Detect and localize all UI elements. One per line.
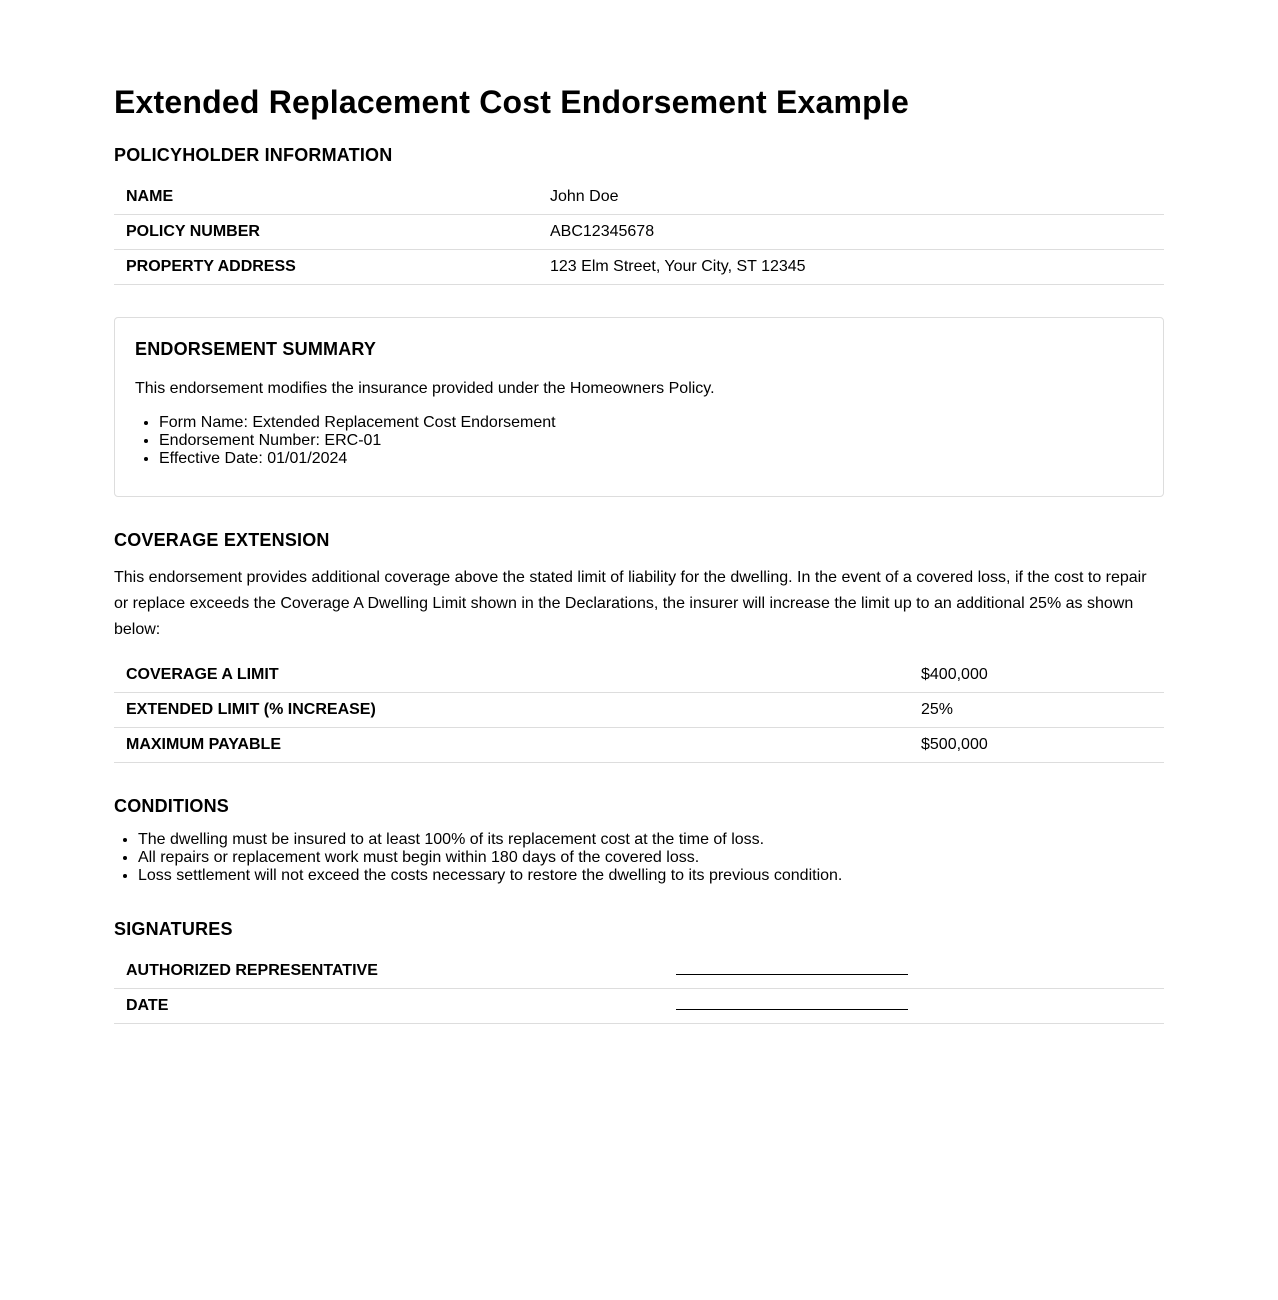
table-row	[114, 250, 1164, 285]
row-value: John Doe	[538, 180, 1164, 215]
row-label: AUTHORIZED REPRESENTATIVE	[114, 954, 664, 989]
document	[114, 0, 1164, 1024]
row-label: COVERAGE A LIMIT	[114, 658, 909, 693]
conditions-list	[114, 831, 1164, 885]
row-label: MAXIMUM PAYABLE	[114, 728, 909, 763]
coverage-table	[114, 658, 1164, 763]
row-label: PROPERTY ADDRESS	[114, 250, 538, 285]
endorsement-summary-box	[114, 317, 1164, 497]
table-row	[114, 658, 1164, 693]
list-item: • The dwelling must be insured to at least 100% of its replacement cost at the time of loss.	[138, 831, 1164, 849]
coverage-text: This endorsement provides additional coverage above the stated limit of liability for the dwelling. In the event of a covered loss, if the cost to repair or replace exceeds the Coverage A Dwelling Limit shown in the Declarations, the insurer will increase the limit up to an additional 25% as shown below:	[114, 569, 1147, 638]
row-label: POLICY NUMBER	[114, 215, 538, 250]
signatures-heading: SIGNATURES	[114, 919, 233, 939]
policyholder-heading: POLICYHOLDER INFORMATION	[114, 145, 393, 165]
signature-line	[676, 964, 908, 975]
signature-field[interactable]	[664, 954, 1164, 989]
signature-line	[676, 999, 908, 1010]
table-row	[114, 215, 1164, 250]
conditions-heading: CONDITIONS	[114, 796, 230, 816]
summary-list	[135, 414, 1143, 468]
row-value: 123 Elm Street, Your City, ST 12345	[538, 250, 1164, 285]
row-value: 25%	[909, 693, 1164, 728]
summary-heading: ENDORSEMENT SUMMARY	[135, 339, 377, 359]
row-label: NAME	[114, 180, 538, 215]
row-value: ABC12345678	[538, 215, 1164, 250]
signatures-table	[114, 954, 1164, 1024]
list-item: • All repairs or replacement work must begin within 180 days of the covered loss.	[138, 849, 1164, 867]
row-value: $400,000	[909, 658, 1164, 693]
list-item: • Endorsement Number: ERC-01	[159, 432, 1143, 450]
table-row	[114, 989, 1164, 1024]
list-item: • Loss settlement will not exceed the costs necessary to restore the dwelling to its previous condition.	[138, 867, 1164, 885]
summary-intro: This endorsement modifies the insurance provided under the Homeowners Policy.	[135, 380, 715, 397]
table-row	[114, 954, 1164, 989]
date-field[interactable]	[664, 989, 1164, 1024]
table-row	[114, 693, 1164, 728]
row-label: DATE	[114, 989, 664, 1024]
coverage-heading: COVERAGE EXTENSION	[114, 530, 330, 550]
list-item: • Effective Date: 01/01/2024	[159, 450, 1143, 468]
table-row	[114, 728, 1164, 763]
table-row	[114, 180, 1164, 215]
row-value: $500,000	[909, 728, 1164, 763]
policyholder-table	[114, 180, 1164, 285]
row-label: EXTENDED LIMIT (% INCREASE)	[114, 693, 909, 728]
list-item: • Form Name: Extended Replacement Cost Endorsement	[159, 414, 1143, 432]
page-title: Extended Replacement Cost Endorsement Example	[114, 84, 909, 120]
